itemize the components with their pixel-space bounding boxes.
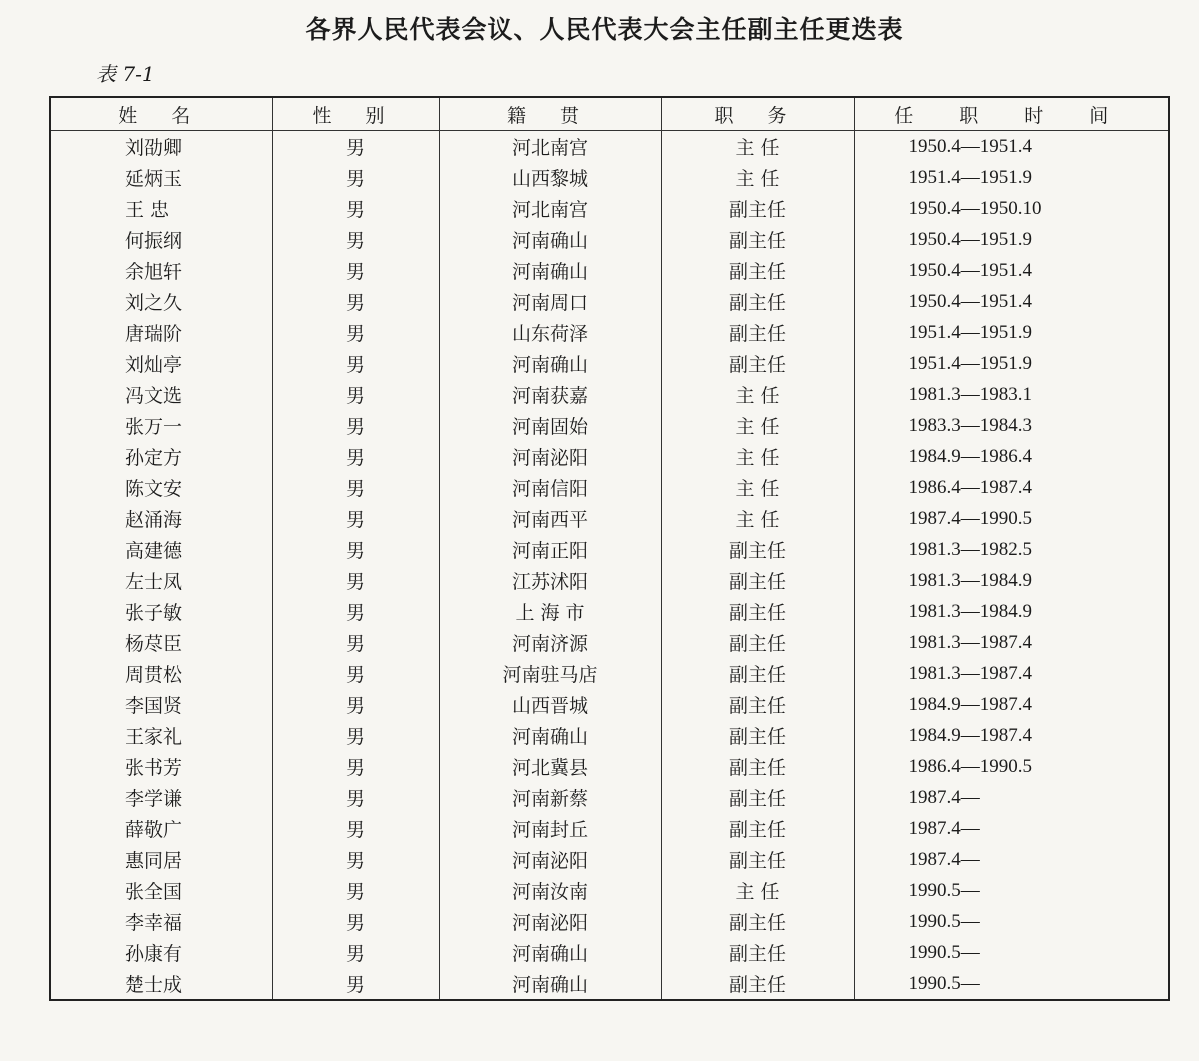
cell-origin: 河南泌阳 [439,844,661,875]
cell-sex: 男 [272,472,439,503]
cell-term: 1987.4—1990.5 [854,503,1169,534]
cell-name: 高建德 [50,534,272,565]
cell-term: 1990.5— [854,906,1169,937]
cell-origin: 上 海 市 [439,596,661,627]
cell-post: 主 任 [661,441,854,472]
table-row [50,441,1169,472]
cell-post: 主 任 [661,410,854,441]
cell-sex: 男 [272,875,439,906]
table-row [50,193,1169,224]
cell-post: 副主任 [661,596,854,627]
cell-sex: 男 [272,255,439,286]
cell-origin: 河南周口 [439,286,661,317]
cell-origin: 江苏沭阳 [439,565,661,596]
cell-name: 张万一 [50,410,272,441]
cell-sex: 男 [272,782,439,813]
cell-name: 张书芳 [50,751,272,782]
cell-sex: 男 [272,937,439,968]
header-post: 职 务 [661,97,854,131]
cell-sex: 男 [272,844,439,875]
cell-post: 副主任 [661,224,854,255]
cell-post: 主 任 [661,503,854,534]
cell-term: 1951.4—1951.9 [854,317,1169,348]
table-row [50,689,1169,720]
cell-origin: 河南新蔡 [439,782,661,813]
cell-post: 副主任 [661,286,854,317]
cell-name: 左士凤 [50,565,272,596]
cell-origin: 河南济源 [439,627,661,658]
cell-origin: 河北冀县 [439,751,661,782]
cell-origin: 河北南宫 [439,131,661,163]
table-row [50,131,1169,163]
table-row [50,255,1169,286]
cell-name: 陈文安 [50,472,272,503]
cell-sex: 男 [272,627,439,658]
cell-name: 王家礼 [50,720,272,751]
cell-term: 1981.3—1982.5 [854,534,1169,565]
cell-term: 1950.4—1950.10 [854,193,1169,224]
cell-name: 李国贤 [50,689,272,720]
cell-name: 刘劭卿 [50,131,272,163]
cell-name: 李幸福 [50,906,272,937]
cell-sex: 男 [272,348,439,379]
cell-term: 1990.5— [854,937,1169,968]
table-row [50,782,1169,813]
cell-name: 刘灿亭 [50,348,272,379]
cell-name: 唐瑞阶 [50,317,272,348]
cell-sex: 男 [272,534,439,565]
cell-post: 副主任 [661,348,854,379]
cell-post: 副主任 [661,317,854,348]
table-row [50,627,1169,658]
table-row [50,596,1169,627]
cell-post: 副主任 [661,782,854,813]
cell-term: 1987.4— [854,782,1169,813]
cell-post: 副主任 [661,720,854,751]
cell-origin: 河南西平 [439,503,661,534]
cell-name: 延炳玉 [50,162,272,193]
cell-name: 孙定方 [50,441,272,472]
cell-post: 副主任 [661,813,854,844]
cell-origin: 河南获嘉 [439,379,661,410]
cell-origin: 河北南宫 [439,193,661,224]
cell-sex: 男 [272,317,439,348]
cell-post: 副主任 [661,193,854,224]
cell-sex: 男 [272,565,439,596]
table-header-row [50,97,1169,131]
cell-sex: 男 [272,410,439,441]
table-row [50,720,1169,751]
table-row [50,844,1169,875]
table-row [50,906,1169,937]
table-row [50,968,1169,1000]
cell-term: 1984.9—1986.4 [854,441,1169,472]
cell-origin: 河南确山 [439,255,661,286]
table-row [50,875,1169,906]
cell-sex: 男 [272,596,439,627]
cell-sex: 男 [272,720,439,751]
cell-origin: 河南封丘 [439,813,661,844]
cell-post: 副主任 [661,968,854,1000]
table-number-label: 表 7-1 [96,62,155,86]
table-row [50,286,1169,317]
cell-term: 1951.4—1951.9 [854,162,1169,193]
cell-origin: 河南固始 [439,410,661,441]
cell-post: 副主任 [661,534,854,565]
cell-sex: 男 [272,224,439,255]
cell-name: 李学谦 [50,782,272,813]
directors-table [49,96,1170,1001]
cell-origin: 山东荷泽 [439,317,661,348]
cell-term: 1950.4—1951.4 [854,131,1169,163]
table-body [50,131,1169,1001]
cell-origin: 山西黎城 [439,162,661,193]
cell-term: 1986.4—1990.5 [854,751,1169,782]
cell-term: 1981.3—1987.4 [854,627,1169,658]
cell-origin: 河南确山 [439,224,661,255]
table-row [50,224,1169,255]
cell-post: 副主任 [661,627,854,658]
cell-term: 1981.3—1983.1 [854,379,1169,410]
cell-post: 副主任 [661,906,854,937]
cell-term: 1983.3—1984.3 [854,410,1169,441]
cell-post: 主 任 [661,379,854,410]
cell-post: 主 任 [661,472,854,503]
table-row [50,410,1169,441]
cell-term: 1984.9—1987.4 [854,689,1169,720]
cell-sex: 男 [272,968,439,1000]
cell-origin: 河南确山 [439,937,661,968]
cell-name: 杨荩臣 [50,627,272,658]
cell-term: 1981.3—1984.9 [854,565,1169,596]
table-row [50,348,1169,379]
cell-origin: 河南汝南 [439,875,661,906]
cell-name: 薛敬广 [50,813,272,844]
cell-name: 冯文选 [50,379,272,410]
table-row [50,565,1169,596]
cell-post: 副主任 [661,937,854,968]
cell-sex: 男 [272,379,439,410]
cell-name: 张全国 [50,875,272,906]
cell-post: 副主任 [661,255,854,286]
cell-name: 何振纲 [50,224,272,255]
cell-term: 1984.9—1987.4 [854,720,1169,751]
table-row [50,503,1169,534]
cell-post: 副主任 [661,844,854,875]
cell-origin: 山西晋城 [439,689,661,720]
cell-term: 1951.4—1951.9 [854,348,1169,379]
cell-origin: 河南确山 [439,720,661,751]
table-row [50,937,1169,968]
cell-post: 副主任 [661,689,854,720]
cell-term: 1987.4— [854,844,1169,875]
table-row [50,813,1169,844]
table-row [50,162,1169,193]
cell-post: 主 任 [661,162,854,193]
cell-sex: 男 [272,441,439,472]
header-sex: 性 别 [272,97,439,131]
cell-sex: 男 [272,193,439,224]
table-row [50,751,1169,782]
table-row [50,534,1169,565]
table-row [50,472,1169,503]
cell-term: 1950.4—1951.4 [854,286,1169,317]
cell-sex: 男 [272,906,439,937]
cell-sex: 男 [272,131,439,163]
cell-term: 1986.4—1987.4 [854,472,1169,503]
cell-term: 1950.4—1951.9 [854,224,1169,255]
cell-name: 张子敏 [50,596,272,627]
table-row [50,658,1169,689]
cell-sex: 男 [272,286,439,317]
cell-origin: 河南泌阳 [439,906,661,937]
cell-term: 1990.5— [854,968,1169,1000]
cell-name: 余旭轩 [50,255,272,286]
header-term: 任 职 时 间 [854,97,1169,131]
header-origin: 籍 贯 [439,97,661,131]
cell-term: 1981.3—1987.4 [854,658,1169,689]
cell-post: 副主任 [661,658,854,689]
cell-origin: 河南驻马店 [439,658,661,689]
cell-name: 赵涌海 [50,503,272,534]
cell-name: 楚士成 [50,968,272,1000]
cell-origin: 河南正阳 [439,534,661,565]
cell-sex: 男 [272,689,439,720]
cell-name: 惠同居 [50,844,272,875]
cell-sex: 男 [272,658,439,689]
cell-sex: 男 [272,751,439,782]
cell-name: 周贯松 [50,658,272,689]
cell-origin: 河南信阳 [439,472,661,503]
cell-term: 1981.3—1984.9 [854,596,1169,627]
cell-origin: 河南确山 [439,968,661,1000]
cell-sex: 男 [272,162,439,193]
cell-post: 主 任 [661,875,854,906]
cell-sex: 男 [272,813,439,844]
cell-term: 1990.5— [854,875,1169,906]
cell-name: 刘之久 [50,286,272,317]
cell-term: 1987.4— [854,813,1169,844]
cell-origin: 河南确山 [439,348,661,379]
table-row [50,317,1169,348]
cell-name: 王 忠 [50,193,272,224]
cell-sex: 男 [272,503,439,534]
cell-post: 副主任 [661,751,854,782]
cell-post: 主 任 [661,131,854,163]
header-name: 姓 名 [50,97,272,131]
cell-origin: 河南泌阳 [439,441,661,472]
cell-post: 副主任 [661,565,854,596]
cell-name: 孙康有 [50,937,272,968]
cell-term: 1950.4—1951.4 [854,255,1169,286]
table-row [50,379,1169,410]
page-title: 各界人民代表会议、人民代表大会主任副主任更迭表 [305,15,904,44]
